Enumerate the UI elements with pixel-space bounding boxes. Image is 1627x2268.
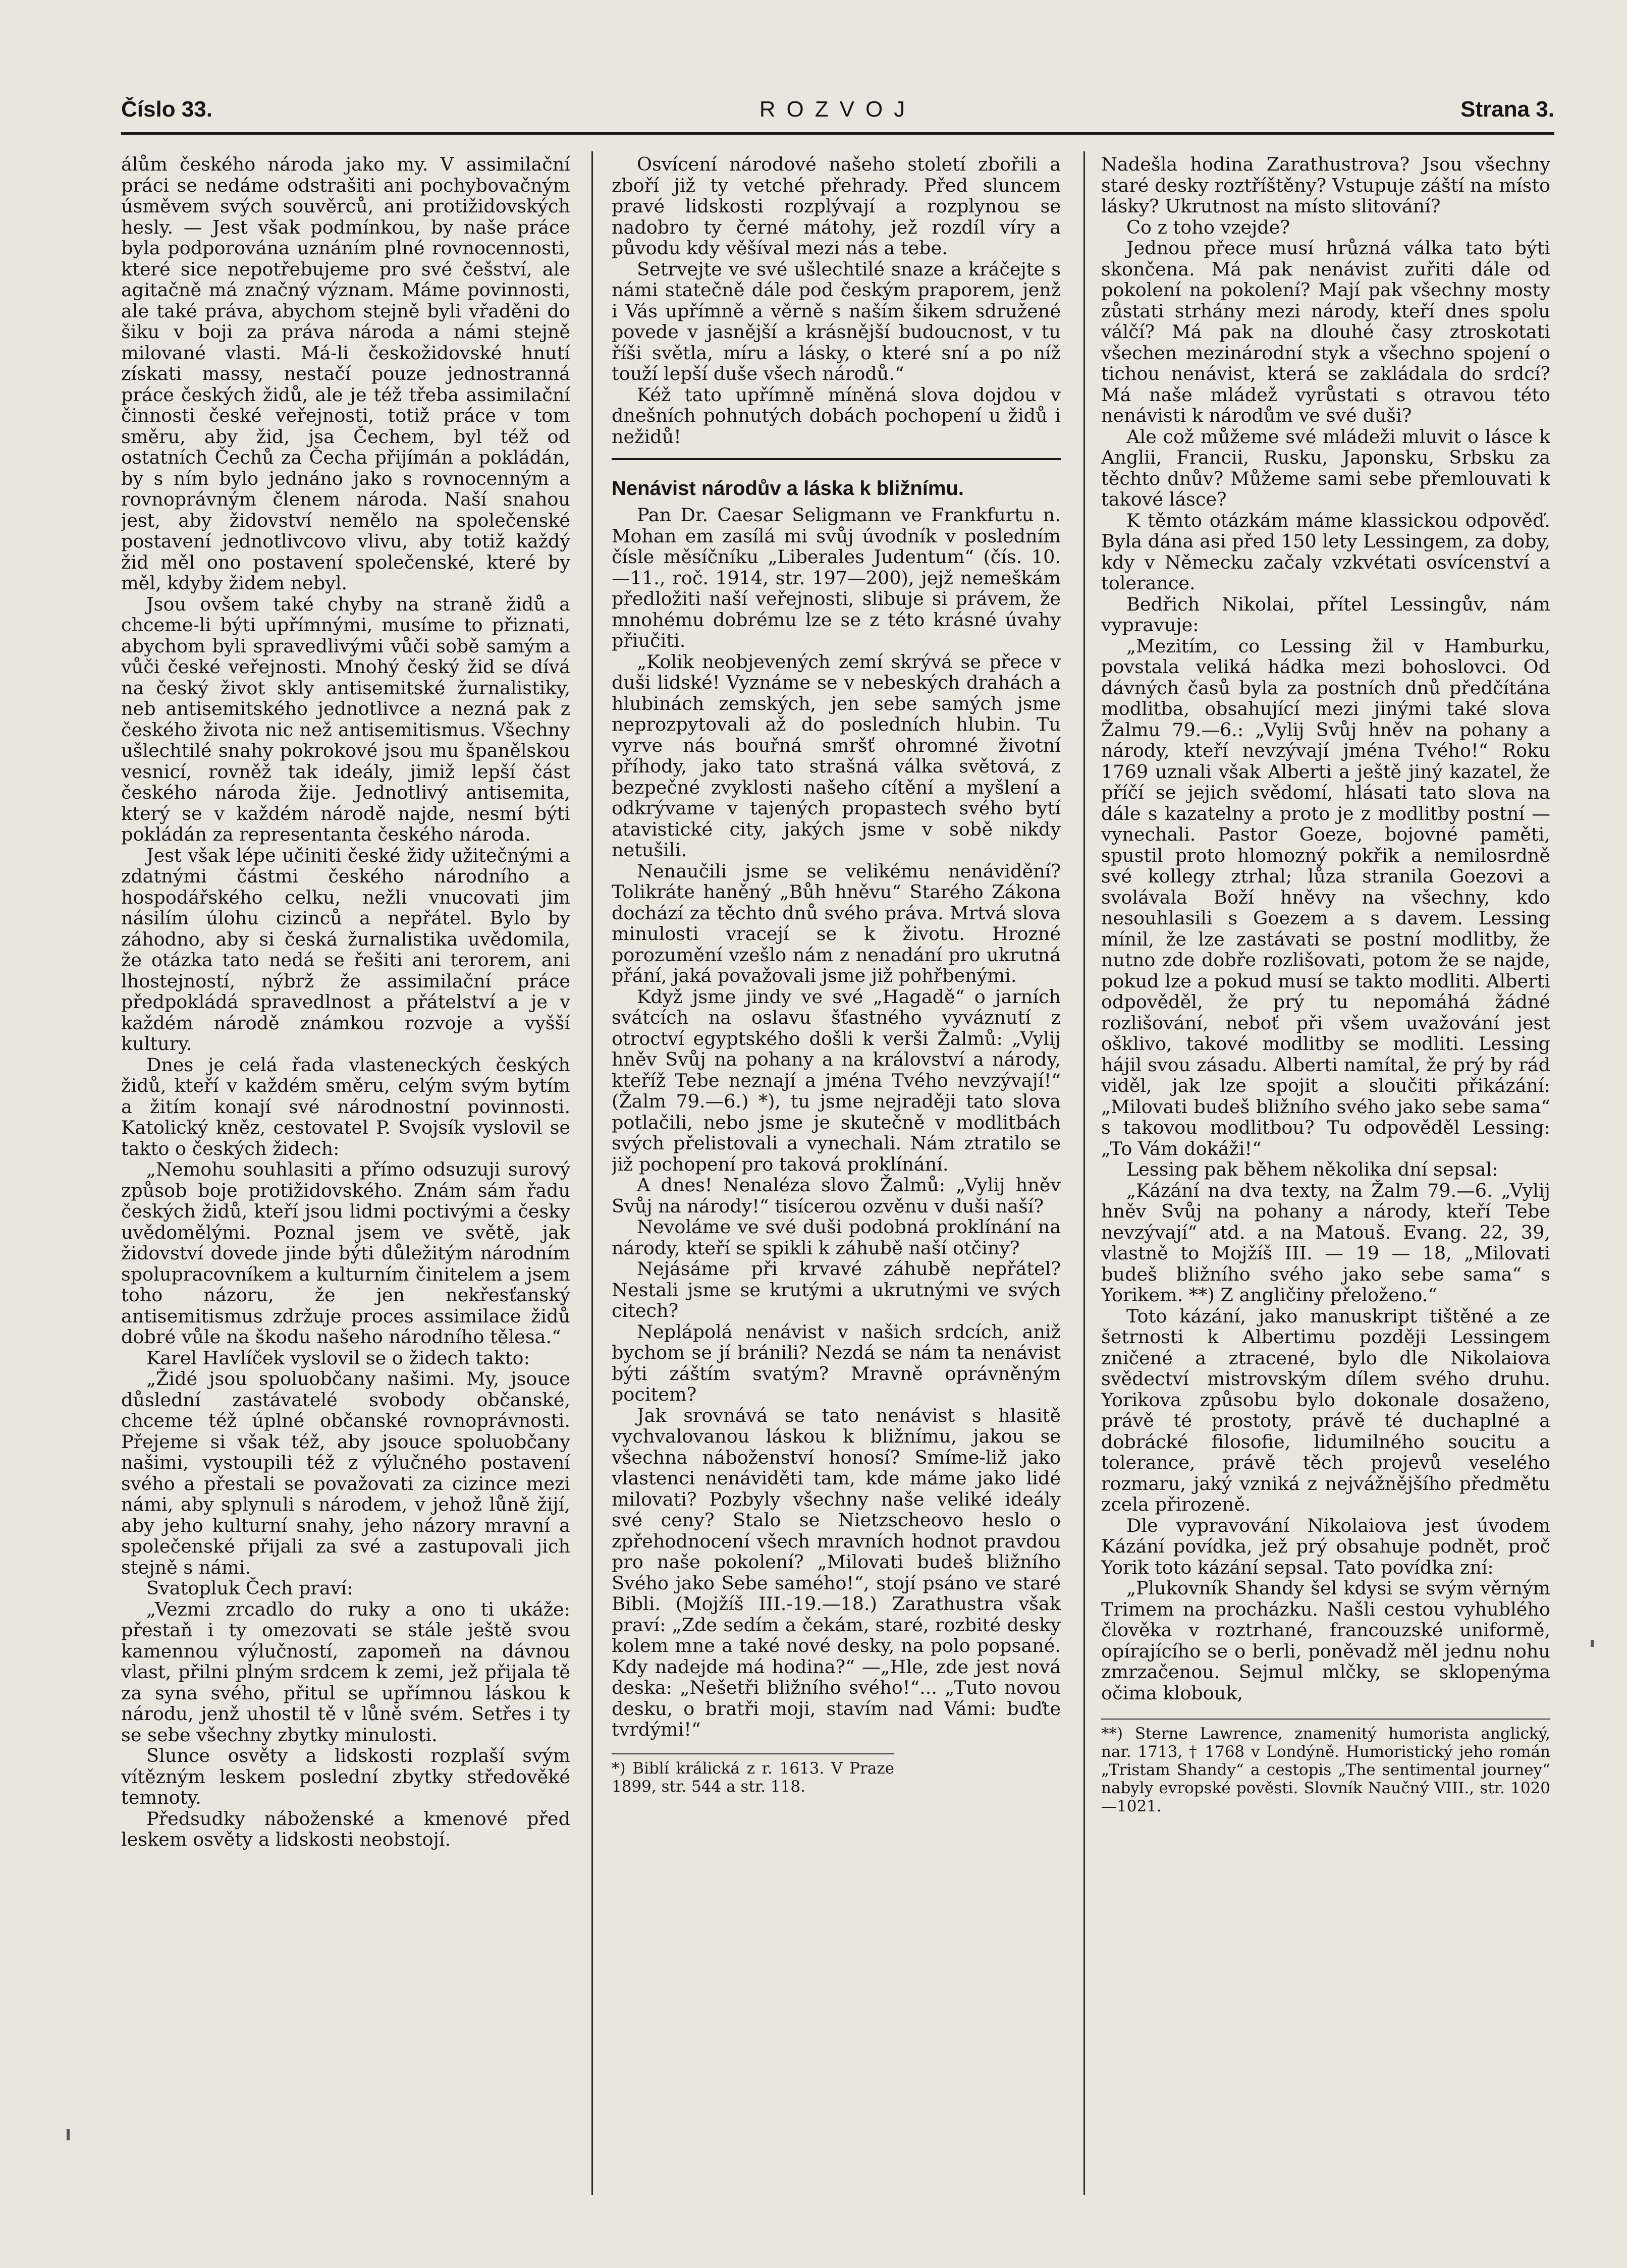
footnote-sterne: **) Sterne Lawrence, znamenitý humorista anglický, nar. 1713, † 1768 v Londýně. Humoristický jeho román „Tristam Shandy“ a cestopis „The sentimental journey“ nabyly evropské pověsti. Slovník Naučný VIII., str. 1020—1021. (1101, 1719, 1550, 1815)
paragraph: Neplápolá nenávist v našich srdcích, aniž bychom se jí bránili? Nezdá se nám ta nenávist býti záštím svatým? Mravně oprávněným pocitem? (612, 1320, 1061, 1405)
paragraph: Setrvejte ve své ušlechtilé snaze a kráčejte s námi statečně dále pod českým praporem, jenž i Vás upřímně a věrně s naším šikem sdružené povede v jasnější a krásnější budoucnost, v tu říši světla, míru a lásky, o které sní a po níž touží lepší duše všech národů.“ (612, 258, 1061, 384)
paragraph: Svatopluk Čech praví: (146, 1577, 353, 1599)
quote-paragraph: „Židé jsou spoluobčany našimi. My, jsouce důslední zastávatelé svobody občanské, chceme též úplné občanské rovnoprávnosti. Přejeme si však též, aby jsouce spoluobčany našimi, vystoupili též z výlučného postavení svého a přestali se považovati za cizince mezi námi, aby splynuli s národem, v jehož lůně žijí, aby jeho kulturní snahy, jeho názory mravní a společenské přijali za své a zastupovali jich stejně s námi. (121, 1368, 570, 1578)
quote-paragraph: „Mezitím, co Lessing žil v Hamburku, povstala veliká hádka mezi bohoslovci. Od dávných časů byla za postních dnů předčítána modlitba, obsahující mezi jinými také slova Žalmu 79.—6.: „Vylij Svůj hněv na pohany a národy, kteří nevzývají jména Tvého!“ Roku 1769 uznali však Alberti a ještě jiný kazatel, že příčí se jejich svědomí, hlásati tato slova na dále s kazatelny a proto je z modlitby postní — vynechali. Pastor Goeze, bojovné paměti, spustil proto hlomozný pokřik a nemilosrdně své kollegy ztrhal; lůza stranila Goezovi a svolávala Boží hněvy na všechny, kdo nesouhlasili s Goezem a s davem. Lessing mínil, že lze zastávati se postní modlitby, že nutno zde dobře rozlišovati, potom že se najde, pokud lze a pokud musí se takto modliti. Alberti odpověděl, že prý tu nepomáhá žádné rozlišování, neboť při všem uvažování jest ošklivo, takové modlitby se modliti. Lessing hájil svou zásadu. Alberti namítal, že prý by rád viděl, jak lze spojit a sloučiti přikázání: „Milovati budeš bližního svého jako sebe sama“ s takovou modlitbou? Tu odpověděl Lessing: „To Vám dokáži!“ (1101, 635, 1550, 1159)
paragraph: Předsudky náboženské a kmenové před leskem osvěty a lidskosti neobstojí. (121, 1807, 570, 1850)
paragraph: Toto kázání, jako manuskript tištěné a ze šetrnosti k Albertimu později Lessingem zničené a ztracené, bylo dle Nikolaiova svědectví mistrovským dílem svého druhu. Yorikova způsobu bylo dokonale dosaženo, právě té prostoty, právě té duchaplné a dobrácké filosofie, lidumilného soucitu a tolerance, právě těch projevů veselého rozmaru, jaký vzniká z nejvážnějšího předmětu zcela přirozeně. (1101, 1305, 1550, 1515)
paragraph: Karel Havlíček vyslovil se o židech takto: (146, 1347, 530, 1369)
paragraph: Nejásáme při krvavé záhubě nepřátel? Nestali jsme se krutými a ukrutnými ve svých citech? (612, 1258, 1061, 1321)
quote-paragraph: „Kázání na dva texty, na Žalm 79.—6. „Vylij hněv Svůj na pohany a národy, kteří Tebe nevzývají“ atd. a na Matouš. Evang. 22, 39, vlastně to Mojžíš III. — 19 — 18, „Milovati budeš bližního svého jako sebe sama“ s Yorikem. **) Z angličiny přeloženo.“ (1101, 1179, 1550, 1306)
paragraph: Když jsme jindy ve své „Hagadě“ o jarních svátcích na oslavu šťastného vyváznutí z otroctví egyptského došli k verši Žalmů: „Vylij hněv Svůj na pohany a na království a národy, kteříž Tebe neznají a jména Tvého nevzývají!“ (Žalm 79.—6.) *), tu jsme nejraději tato slova potlačili, nebo jsme je skutečně v modlitbách svých přelistovali a vynechali. Nám ztratilo se již pochopení pro taková proklínání. (612, 985, 1061, 1175)
paragraph: Bedřich Nikolai, přítel Lessingův, nám vypravuje: (1101, 593, 1550, 636)
article-heading: Nenávist národův a láska k bližnímu. (612, 477, 964, 500)
paragraph: K těmto otázkám máme klassickou odpověď. Byla dána asi před 150 lety Lessingem, za doby, kdy v Německu začaly vzkvétati osvícenství a tolerance. (1101, 509, 1550, 594)
paragraph: Jest však lépe učiniti české židy užitečnými a zdatnými částmi českého národního a hospodářského celku, nežli vnucovati jim násilím úlohu cizinců a nepřátel. Bylo by záhodno, aby si česká žurnalistika uvědomila, že otázka tato nedá se řešiti ani terorem, ani lhostejností, nýbrž že assimilační práce předpokládá spravedlnost a přátelství a je v každém národě známkou rozvoje a vyšší kultury. (121, 844, 570, 1055)
paragraph: Jsou ovšem také chyby na straně židů a chceme-li býti upřímnými, musíme to přiznati, abychom byli spravedlivými vůči sobě samým a vůči české veřejnosti. Mnohý český žid se dívá na český život skly antisemitské žurnalistiky, neb antisemitského jednotlivce a nezná pak z českého života nic než antisemitismus. Všechny ušlechtilé snahy pokrokové jsou mu španělskou vesnicí, rovněž tak ideály, jimiž lepší část českého národa žije. Jednotlivý antisemita, který se v každém národě najde, nesmí býti pokládán za representanta českého národa. (121, 593, 570, 845)
column-3 (1101, 154, 1550, 2197)
paragraph: Dle vypravování Nikolaiova jest úvodem Kázání povídka, jež prý obsahuje podnět, proč Yorik toto kázání sepsal. Tato povídka zní: (1101, 1514, 1550, 1578)
paragraph: Nevoláme ve své duši podobná proklínání na národy, kteří se spikli k záhubě naší otčiny? (612, 1216, 1061, 1259)
column-2 (612, 154, 1061, 2197)
paragraph: álům českého národa jako my. V assimilační práci se nedáme odstrašiti ani pochybovačným úsměvem svých souvěrců, ani protižidovských hesly. — Jest však podmínkou, by naše práce byla podporována uznáním plné rovnocennosti, které sice nepotřebujeme pro své češství, ale agitačně má značný význam. Máme povinnosti, ale také práva, abychom stejně byli vřaděni do šiku v boji za práva národa a námi stejně milované vlasti. Má-li českožidovské hnutí získati massy, nestačí pouze jednostranná práce českých židů, ale je též třeba assimilační činnosti české veřejnosti, totiž práce v tom směru, aby žid, jsa Čechem, byl též od ostatních Čechů za Čecha přijímán a pokládán, by s ním bylo jednáno jako s rovnocenným a rovnoprávným členem národa. Naší snahou jest, aby židovství nemělo na společenské postavení jednotlivcovo vlivu, aby totiž každý žid měl ono postavení společenské, které by měl, kdyby židem nebyl. (121, 154, 570, 594)
quote-paragraph: „Plukovník Shandy šel kdysi se svým věrným Trimem na procházku. Našli cestou vyhublého člověka v roztrhané, francouzské uniformě, opírajícího se o berli, poněvadž měl jednu nohu zmrzačenou. Sejmul mlčky, se sklopenýma očima klobouk, (1101, 1577, 1550, 1704)
paragraph: Nenaučili jsme se velikému nenávidění? Tolikráte haněný „Bůh hněvu“ Starého Zákona dochází za těchto dnů svého práva. Mrtvá slova minulosti vracejí se k životu. Hrozné porozumění vzešlo nám z nenadání pro ukrutná přání, jaká považovali jsme již pohřbenými. (612, 860, 1061, 986)
newspaper-page (76, 76, 1554, 2190)
page-header (121, 97, 1554, 135)
paragraph: „Kolik neobjevených zemí skrývá se přece v duši lidské! Vyznáme se v nebeských drahách a hlubinách zemských, jen sebe samých jsme neprozpytovali až do posledních hlubin. Tu vyrve nás bouřná smršť ohromné životní příhody, jako tato strašná válka světová, z bezpečné zvyklosti našeho cítění a myšlení a odkrývame v tajených propastech svého bytí atavistické city, jakých jsme v sobě nikdy netušili. (612, 650, 1061, 861)
paragraph: Slunce osvěty a lidskosti rozplaší svým vítězným leskem poslední zbytky středověké temnoty. (121, 1745, 570, 1808)
paragraph: Lessing pak během několika dní sepsal: (1126, 1158, 1498, 1180)
masthead-title: ROZVOJ (759, 97, 916, 122)
quote-paragraph: „Nemohu souhlasiti a přímo odsuzuji surový způsob boje protižidovského. Znám sám řadu českých židů, kteří jsou lidmi poctivými a česky uvědomělými. Poznal jsem ve světě, jak židovství dovede jinde býti důležitým národním spolupracovníkem a kulturním činitelem a jsem toho názoru, že jen nekřesťanský antisemitismus zdržuje proces assimilace židů dobré vůle na škodu našeho národního tělesa.“ (121, 1158, 570, 1348)
footnote-bible: *) Biblí králická z r. 1613. V Praze 1899, str. 544 a str. 118. (612, 1753, 894, 1796)
paragraph: Jednou přece musí hrůzná válka tato býti skončena. Má pak nenávist zuřiti dále od pokolení na pokolení? Mají pak všechny mosty zůstati strhány mezi národy, kteří dnes spolu válčí? Má pak na dlouhé časy ztroskotati všechen mezinárodní styk a všechno spojení o tichou nenávist, která se zakládala do srdcí? Má naše mládež vyrůstati s otravou této nenávisti k národům ve své duši? (1101, 237, 1550, 426)
issue-number: Číslo 33. (121, 97, 212, 122)
column-1 (121, 154, 570, 2197)
paragraph: Kéž tato upřímně míněná slova dojdou v dnešních pohnutých dobách pochopení u židů i nežidů! (612, 383, 1061, 448)
article-separator (612, 458, 1061, 460)
column-divider-1 (591, 151, 593, 2195)
quote-paragraph: „Vezmi zrcadlo do ruky a ono ti ukáže: přestaň i ty omezovati se stále ještě svou kamennou výlučností, zapomeň na dávnou vlast, přilni plným srdcem k zemi, jež přijala tě za syna svého, přitul se upřímnou láskou k národu, jenž uhostil tě v lůně svém. Setřes i ty se sebe všechny zbytky minulosti. (121, 1598, 570, 1746)
paragraph: Osvícení národové našeho století zbořili a zboří již ty vetché přehrady. Před sluncem pravé lidskosti rozplývají a rozplynou se nadobro ty černé mátohy, jež rozdíl víry a původu kdy věšíval mezi nás a tebe. (612, 154, 1061, 259)
paragraph: Dnes je celá řada vlasteneckých českých židů, kteří v každém směru, celým svým bytím a žitím konají své národnostní povinnosti. Katolický kněz, cestovatel P. Svojsík vyslovil se takto o českých židech: (121, 1054, 570, 1159)
paragraph: Nadešla hodina Zarathustrova? Jsou všechny staré desky roztříštěny? Vstupuje záští na místo lásky? Ukrutnost na místo slitování? (1101, 154, 1550, 217)
paragraph: Ale což můžeme své mládeži mluvit o lásce k Anglii, Francii, Rusku, Japonsku, Srbsku za těchto dnův? Můžeme sami sebe přemlouvati k takové lásce? (1101, 425, 1550, 510)
print-speck (1591, 1640, 1594, 1647)
paragraph: Pan Dr. Caesar Seligmann ve Frankfurtu n. Mohan em zasílá mi svůj úvodník v posledním čísle měsíčníku „Liberales Judentum“ (čís. 10.—11., roč. 1914, str. 197—200), jejž nemeškám předložiti naší veřejnosti, slibuje si právem, že mnohému dobrému lze se z této krásné úvahy přiučiti. (612, 504, 1061, 651)
paragraph: A dnes! Nenaléza slovo Žalmů: „Vylij hněv Svůj na národy!“ tisícerou ozvěnu v duši naší? (612, 1174, 1061, 1217)
paragraph: Jak srovnává se tato nenávist s hlasitě vychvalovanou láskou k bližnímu, jakou se všechna náboženství honosí? Smíme-liž jako vlastenci nenáviděti tam, kde máme jako lidé milovati? Pozbyly všechny naše veliké ideály své ceny? Stalo se Nietzscheovo heslo o zpřehodnocení všech mravních hodnot pravdou pro naše pokolení? „Milovati budeš bližního Svého jako Sebe samého!“, stojí psáno ve staré Bibli. (Mojžíš III.-19.—18.) Zarathustra však praví: „Zde sedím a čekám, staré, rozbité desky kolem mne a také nové desky, na polo popsané. Kdy nadejde má hodina?“ —„Hle, zde jest nová deska: „Nešetři bližního svého!“... „Tuto novou desku, o bratři moji, stavím nad Vámi: buďte tvrdými!“ (612, 1404, 1061, 1740)
column-divider-2 (1083, 151, 1085, 2195)
paragraph: Co z toho vzejde? (1126, 216, 1290, 238)
page-number: Strana 3. (1460, 97, 1554, 122)
print-speck (67, 2129, 70, 2140)
